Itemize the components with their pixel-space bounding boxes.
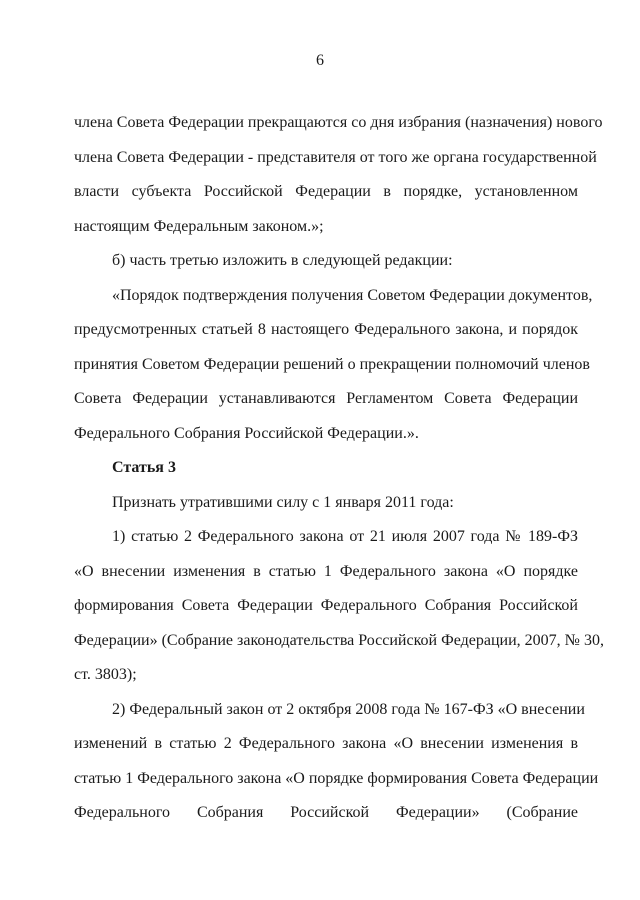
text-line: Федерации» (Собрание законодательства Российской Федерации, 2007, № 30, [74,631,604,649]
text-line: Федерального Собрания Российской Федерации.». [74,424,419,442]
text-line: 1) статью 2 Федерального закона от 21 июля 2007 года № 189-ФЗ [112,528,578,545]
text-line: ст. 3803); [74,666,137,683]
list-item-1 [74,520,604,693]
text-line: б) часть третью изложить в следующей редакции: [112,252,453,269]
text-line: власти субъекта Российской Федерации в порядке, установленном [74,183,578,200]
text-line: формирования Совета Федерации Федерального Собрания Российской [74,597,578,614]
text-line: настоящим Федеральным законом.»; [74,217,324,235]
text-line: Совета Федерации устанавливаются Регламентом Совета Федерации [74,390,578,407]
text-line: изменений в статью 2 Федерального закона «О внесении изменения в [74,735,578,752]
page-number: 6 [316,52,324,69]
document-body [74,106,604,831]
text-line: статью 1 Федерального закона «О порядке формирования Совета Федерации [74,769,599,787]
text-line: «Порядок подтверждения получения Советом Федерации документов, [112,286,593,304]
text-line: Федерального Собрания Российской Федерации» (Собрание [74,804,578,821]
paragraph-quote [74,279,593,452]
text-line: члена Совета Федерации прекращаются со дня избрания (назначения) нового [74,114,603,131]
text-line: принятия Советом Федерации решений о прекращении полномочий членов [74,355,590,373]
article-title: Статья 3 [112,459,176,476]
list-item-2 [74,693,599,831]
text-line: 2) Федеральный закон от 2 октября 2008 года № 167-ФЗ «О внесении [112,700,585,718]
paragraph-repeal [74,486,578,521]
text-line: Признать утратившими силу с 1 января 2011 года: [112,493,454,511]
text-line: «О внесении изменения в статью 1 Федерального закона «О порядке [74,562,578,580]
paragraph-continuation [74,106,603,244]
text-line: члена Совета Федерации - представителя от того же органа государственной [74,148,597,166]
text-line: предусмотренных статьей 8 настоящего Федерального закона, и порядок [74,321,578,338]
paragraph-b [74,244,578,279]
article-heading [74,451,578,486]
